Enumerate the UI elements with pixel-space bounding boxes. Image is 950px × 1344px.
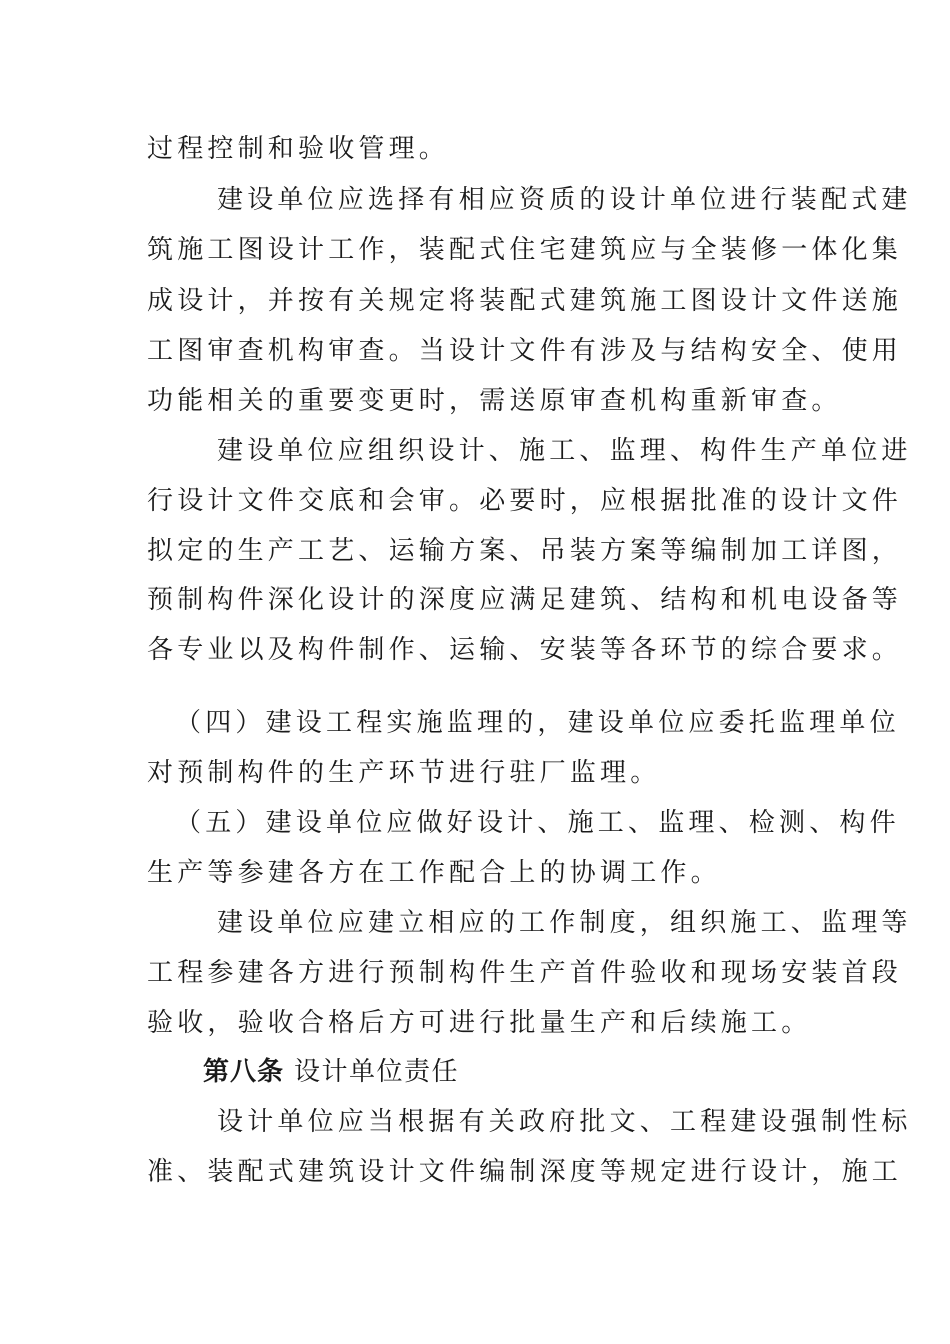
text-line: 过程控制和验收管理。 xyxy=(147,134,450,164)
list-item-line: （四）建设工程实施监理的，建设单位应委托监理单位 xyxy=(175,708,900,738)
article-number: 第八条 xyxy=(203,1057,285,1087)
text-line: 行设计文件交底和会审。必要时，应根据批准的设计文件 xyxy=(147,486,903,516)
text-line: 功能相关的重要变更时，需送原审查机构重新审查。 xyxy=(147,386,842,416)
text-line: 工图审查机构审查。当设计文件有涉及与结构安全、使用 xyxy=(147,336,903,366)
text-line: 筑施工图设计工作，装配式住宅建筑应与全装修一体化集 xyxy=(147,235,903,265)
text-line: 预制构件深化设计的深度应满足建筑、结构和机电设备等 xyxy=(147,585,903,615)
article-title: 设计单位责任 xyxy=(294,1057,460,1087)
text-line: 拟定的生产工艺、运输方案、吊装方案等编制加工详图， xyxy=(147,536,903,566)
list-item-line: （五）建设单位应做好设计、施工、监理、检测、构件 xyxy=(175,808,900,838)
text-line: 成设计，并按有关规定将装配式建筑施工图设计文件送施 xyxy=(147,286,903,316)
text-line: 建设单位应选择有相应资质的设计单位进行装配式建 xyxy=(217,185,912,215)
text-line: 对预制构件的生产环节进行驻厂监理。 xyxy=(147,758,661,788)
text-line: 设计单位应当根据有关政府批文、工程建设强制性标 xyxy=(217,1107,912,1137)
text-line: 各专业以及构件制作、运输、安装等各环节的综合要求。 xyxy=(147,635,903,665)
article-heading xyxy=(203,1055,459,1089)
text-line: 生产等参建各方在工作配合上的协调工作。 xyxy=(147,858,721,888)
text-line: 工程参建各方进行预制构件生产首件验收和现场安装首段 xyxy=(147,958,903,988)
text-line: 准、装配式建筑设计文件编制深度等规定进行设计，施工 xyxy=(147,1157,903,1187)
text-line: 建设单位应建立相应的工作制度，组织施工、监理等 xyxy=(217,908,912,938)
text-line: 验收，验收合格后方可进行批量生产和后续施工。 xyxy=(147,1008,812,1038)
text-line: 建设单位应组织设计、施工、监理、构件生产单位进 xyxy=(217,436,912,466)
